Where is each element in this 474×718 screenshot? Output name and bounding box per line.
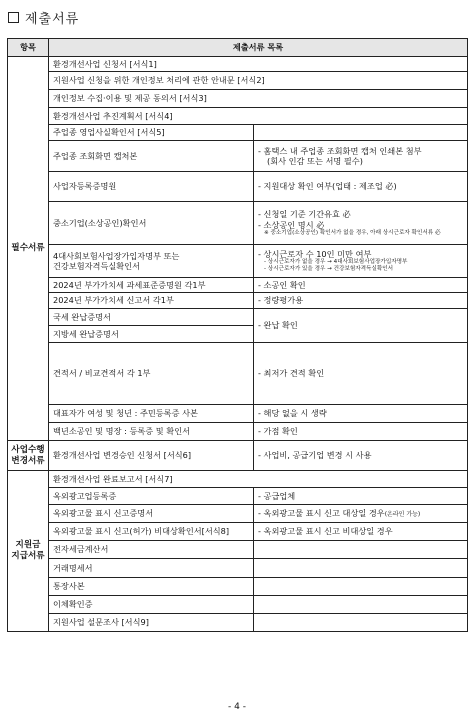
doc-cell: 옥외광고물 표시 신고증명서	[49, 505, 254, 523]
table-row	[8, 202, 468, 245]
doc-cell: 옥외광고업등록증	[49, 488, 254, 505]
note-line: - 신청일 기준 기간유효 必	[258, 209, 351, 220]
note-cell	[254, 245, 468, 278]
doc-cell: 2024년 부가가치세 신고서 각1부	[49, 293, 254, 309]
note-cell	[254, 202, 468, 245]
doc-cell: 국세 완납증명서	[49, 309, 254, 326]
doc-cell: 환경개선사업 신청서 [서식1]	[49, 57, 468, 72]
note-cell	[254, 505, 468, 523]
note-cell	[254, 578, 468, 596]
category-change	[8, 441, 49, 471]
doc-cell: 주업종 영업사실확인서 [서식5]	[49, 125, 254, 141]
doc-cell: 2024년 부가가치세 과세표준증명원 각1부	[49, 278, 254, 293]
note-cell	[254, 541, 468, 559]
doc-cell: 옥외광고물 표시 신고(허가) 비대상확인서[서식8]	[49, 523, 254, 541]
table-row	[8, 343, 468, 405]
table-row	[8, 172, 468, 202]
doc-cell: 지원사업 신청을 위한 개인정보 처리에 관한 안내문 [서식2]	[49, 72, 468, 90]
note-line: - 홈택스 내 주업종 조회화면 캡처 인쇄본 첨부	[258, 145, 422, 156]
table-row	[8, 596, 468, 614]
table-row	[8, 293, 468, 309]
note-cell	[254, 614, 468, 632]
note-cell: - 공급업체	[254, 488, 468, 505]
table-row	[8, 108, 468, 125]
note-cell: - 정량평가용	[254, 293, 468, 309]
note-cell: - 해당 없을 시 생략	[254, 405, 468, 423]
category-line: 지급서류	[11, 551, 45, 561]
table-row	[8, 505, 468, 523]
table-row	[8, 90, 468, 108]
doc-cell: 사업자등록증명원	[49, 172, 254, 202]
table-row	[8, 309, 468, 326]
table-row	[8, 559, 468, 578]
note-cell	[254, 141, 468, 172]
table-row	[8, 405, 468, 423]
col-header-category: 항목	[8, 39, 49, 57]
table-row	[8, 578, 468, 596]
table-row	[8, 541, 468, 559]
doc-line: 4대사회보험사업장가입자명부 또는	[53, 250, 180, 261]
table-row	[8, 125, 468, 141]
doc-cell: 환경개선사업 추진계획서 [서식4]	[49, 108, 468, 125]
table-row	[8, 141, 468, 172]
table-row	[8, 245, 468, 278]
note-cell	[254, 125, 468, 141]
table-row	[8, 523, 468, 541]
note-cell: - 완납 확인	[254, 309, 468, 343]
table-row	[8, 614, 468, 632]
note-cell: - 최저가 견적 확인	[254, 343, 468, 405]
doc-cell: 환경개선사업 변경승인 신청서 [서식6]	[49, 441, 254, 471]
note-line: (회사 인감 또는 서명 필수)	[267, 156, 363, 166]
doc-cell: 환경개선사업 완료보고서 [서식7]	[49, 471, 468, 488]
table-row	[8, 57, 468, 72]
doc-cell	[49, 245, 254, 278]
note-line: - 소상공인 명시 必	[258, 219, 325, 230]
note-cell: - 옥외광고물 표시 신고 비대상일 경우	[254, 523, 468, 541]
doc-cell: 중소기업(소상공인)확인서	[49, 202, 254, 245]
header-row	[8, 39, 468, 57]
heading-text: 제출서류	[25, 11, 80, 27]
note-cell: - 가점 확인	[254, 423, 468, 441]
doc-cell: 거래명세서	[49, 559, 254, 578]
category-line: 사업수행	[11, 444, 45, 455]
table-row	[8, 488, 468, 505]
note-text: - 옥외광고물 표시 신고 대상일 경우	[258, 508, 385, 519]
doc-cell: 전자세금계산서	[49, 541, 254, 559]
note-sub: - 상시근로자가 있을 경우 → 건강보험자격득실확인서	[264, 266, 394, 273]
category-line: 변경서류	[11, 455, 45, 466]
table-row	[8, 423, 468, 441]
doc-cell: 지원사업 설문조사 [서식9]	[49, 614, 254, 632]
section-heading	[8, 8, 79, 26]
doc-cell: 견적서 / 비교견적서 각 1부	[49, 343, 254, 405]
col-header-docs: 제출서류 목록	[49, 39, 468, 57]
note-cell: - 사업비, 공급기업 변경 시 사용	[254, 441, 468, 471]
note-sub: - 상시근로자가 없을 경우 → 4대사회보험사업장가입자명부	[264, 259, 408, 266]
doc-line: 건강보험자격득실확인서	[53, 261, 141, 271]
doc-cell: 백년소공인 및 명장 : 등록증 및 확인서	[49, 423, 254, 441]
doc-cell: 대표자가 여성 및 청년 : 주민등록증 사본	[49, 405, 254, 423]
note-small: (온라인 가능)	[384, 511, 421, 519]
category-support	[8, 471, 49, 632]
table-row	[8, 441, 468, 471]
note-cell: - 소공인 확인	[254, 278, 468, 293]
category-required: 필수서류	[8, 57, 49, 441]
category-line: 지원금	[15, 540, 41, 551]
documents-table	[7, 38, 468, 632]
checkbox-icon	[8, 12, 19, 23]
note-line: - 상시근로자 수 10인 미만 여부	[258, 248, 372, 259]
doc-cell: 지방세 완납증명서	[49, 326, 254, 343]
doc-cell: 개인정보 수집·이용 및 제공 동의서 [서식3]	[49, 90, 468, 108]
doc-cell: 통장사본	[49, 578, 254, 596]
page-number: - 4 -	[228, 702, 246, 712]
table-row	[8, 471, 468, 488]
note-cell: - 지원대상 확인 여부(업태 : 제조업 必)	[254, 172, 468, 202]
table-row	[8, 278, 468, 293]
doc-cell: 주업종 조회화면 캡처본	[49, 141, 254, 172]
table-row	[8, 72, 468, 90]
note-sub: ※ 중소기업(소상공인) 확인서가 없을 경우, 아래 상시근로자 확인서류 必	[264, 229, 441, 236]
note-cell	[254, 559, 468, 578]
doc-cell: 이체확인증	[49, 596, 254, 614]
note-cell	[254, 596, 468, 614]
